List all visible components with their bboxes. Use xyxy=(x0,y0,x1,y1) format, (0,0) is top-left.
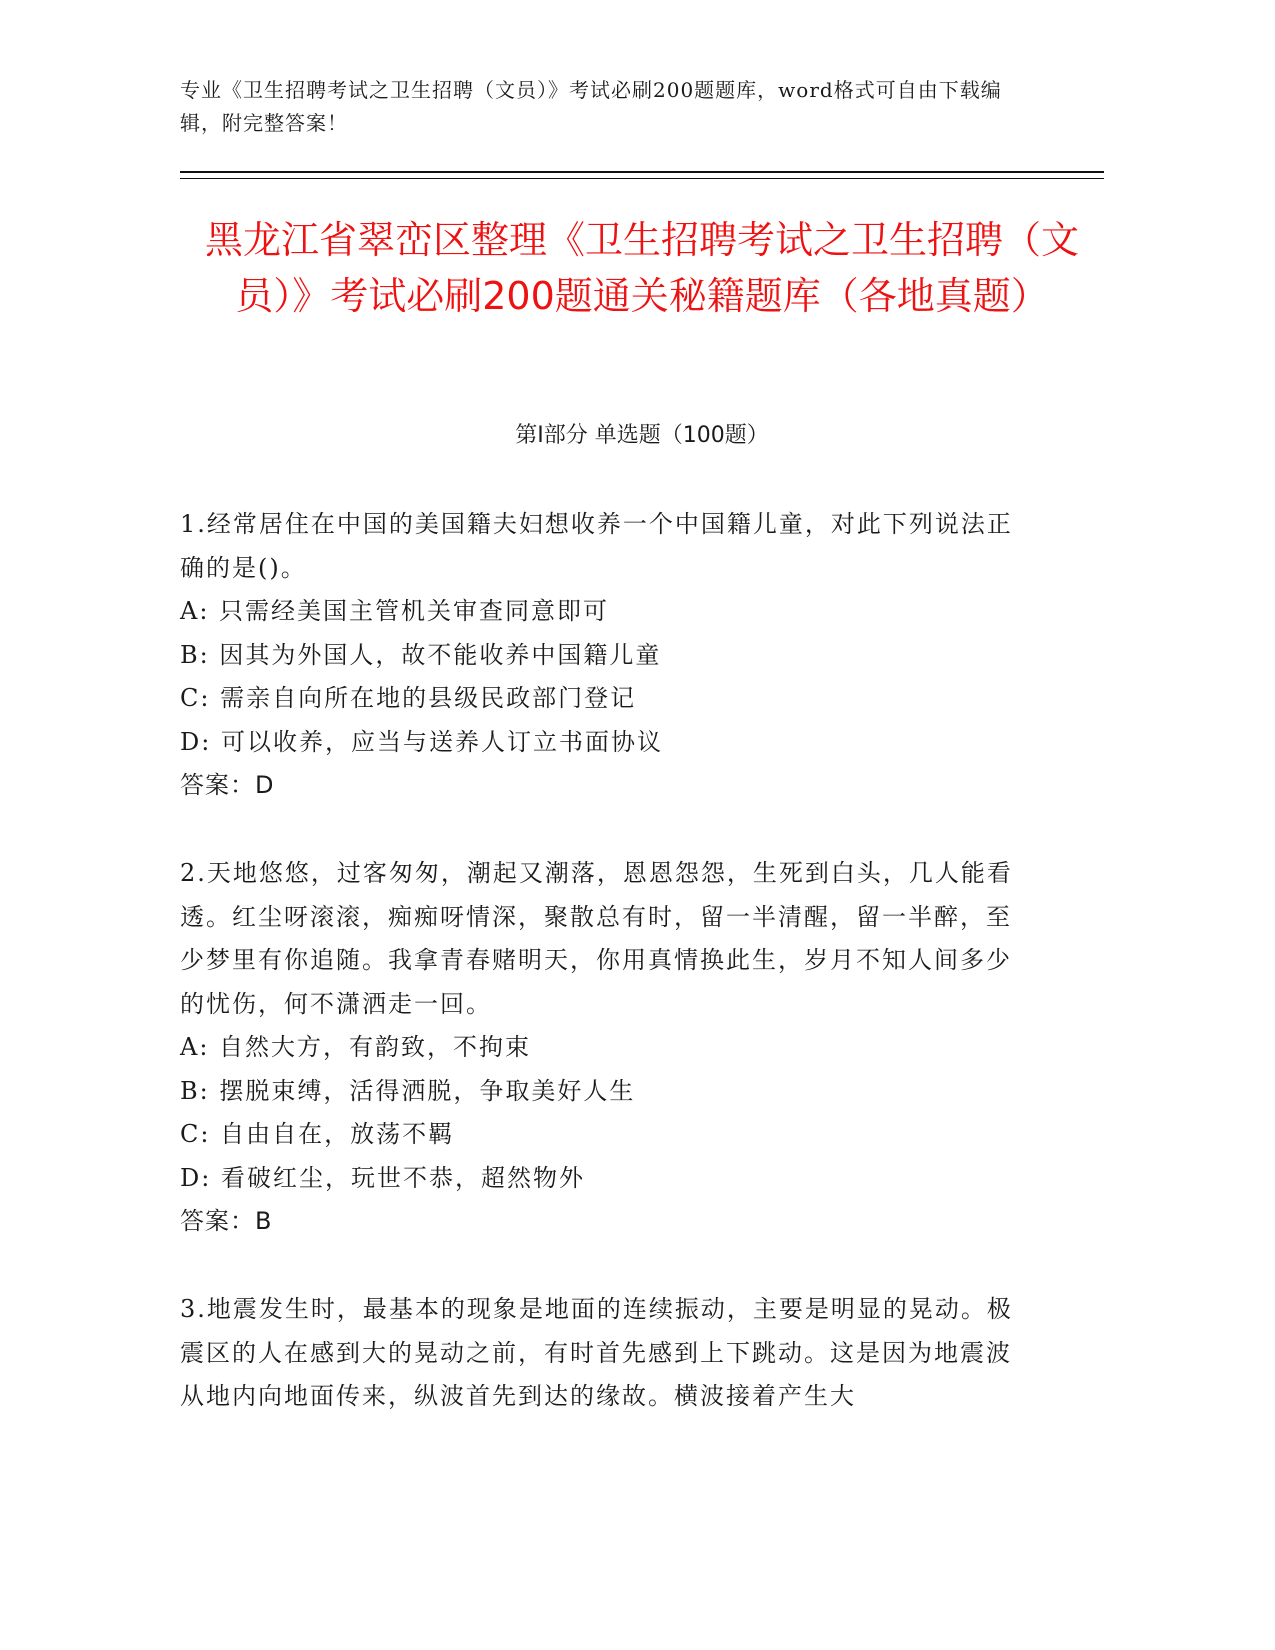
question-3 xyxy=(180,1288,1020,1419)
header-note: 专业《卫生招聘考试之卫生招聘（文员）》考试必刷200题题库，word格式可自由下载编辑，附完整答案！ xyxy=(180,78,1002,135)
header-divider-thin xyxy=(180,178,1104,179)
option-a: A: 只需经美国主管机关审查同意即可 xyxy=(180,597,610,625)
option-b: B: 摆脱束缚，活得洒脱，争取美好人生 xyxy=(180,1076,636,1105)
question-1 xyxy=(180,503,1020,808)
option-b: B: 因其为外国人，故不能收养中国籍儿童 xyxy=(180,640,662,669)
question-stem: 1.经常居住在中国的美国籍夫妇想收养一个中国籍儿童，对此下列说法正确的是()。 xyxy=(180,510,1013,582)
question-stem: 2.天地悠悠，过客匆匆，潮起又潮落，恩恩怨怨，生死到白头，几人能看透。红尘呀滚滚，痴痴呀情深，聚散总有时，留一半清醒，留一半醉，至少梦里有你追随。我拿青春赌明天，你用真情换此生，岁月不知人间多少的忧伤，何不潇洒走一回。 xyxy=(180,859,1013,1018)
option-d: D: 可以收养，应当与送养人订立书面协议 xyxy=(180,727,663,756)
answer-line: 答案：D xyxy=(180,771,275,799)
option-d: D: 看破红尘，玩世不恭，超然物外 xyxy=(180,1163,585,1192)
section-heading: 第I部分 单选题（100题） xyxy=(515,423,769,448)
option-a: A: 自然大方，有韵致，不拘束 xyxy=(180,1033,532,1061)
option-c: C: 需亲自向所在地的县级民政部门登记 xyxy=(180,684,637,712)
answer-line: 答案：B xyxy=(180,1207,273,1235)
question-2 xyxy=(180,852,1020,1244)
option-c: C: 自由自在，放荡不羁 xyxy=(180,1120,455,1148)
document-title: 黑龙江省翠峦区整理《卫生招聘考试之卫生招聘（文员）》考试必刷200题通关秘籍题库（各地真题） xyxy=(204,218,1079,318)
header-divider-thick xyxy=(180,171,1104,173)
question-stem: 3.地震发生时，最基本的现象是地面的连续振动，主要是明显的晃动。极震区的人在感到大的晃动之前，有时首先感到上下跳动。这是因为地震波从地内向地面传来，纵波首先到达的缘故。横波接着产生大 xyxy=(180,1295,1013,1410)
